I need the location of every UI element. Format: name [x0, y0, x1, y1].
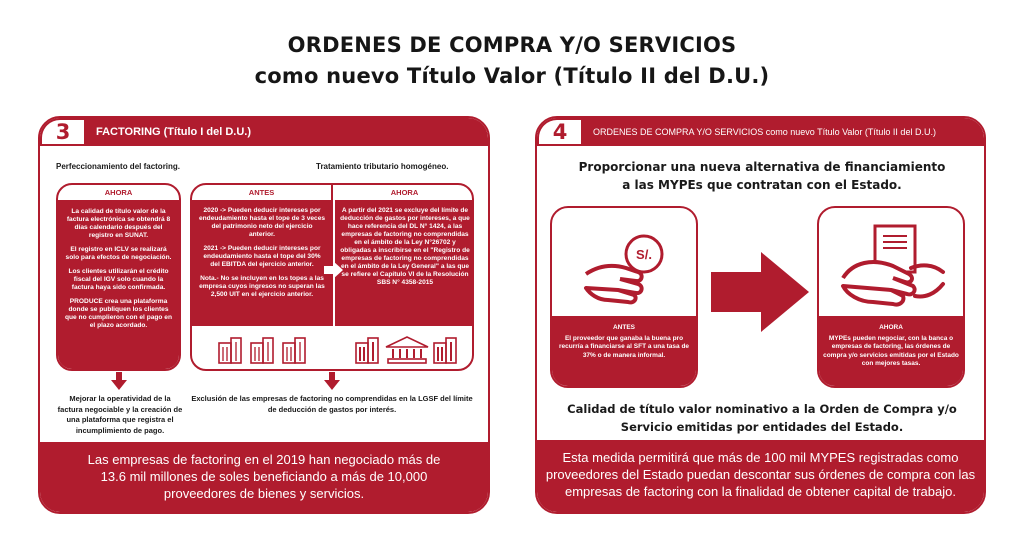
ordenes-bottom-banner: Esta medida permitirá que más de 100 mil MYPES registradas como proveedores del Estado puedan descontar sus órdenes de compra con las empresas de factoring con la finalidad de obtener capital de trabajo. — [537, 440, 984, 512]
ahora-2-label: AHORA — [390, 188, 419, 197]
ahora-hand-body — [819, 316, 963, 386]
tax-card — [190, 183, 474, 371]
subtitle-perfeccionamiento: Perfeccionamiento del factoring. — [56, 162, 181, 171]
factoring-bottom-banner: Las empresas de factoring en el 2019 han negociado más de 13.6 mil millones de soles beneficiando a más de 10,000 proveedores de bienes y servicios. — [40, 442, 488, 512]
subtitle-tratamiento: Tratamiento tributario homogéneo. — [316, 162, 449, 171]
ordenes-panel-header — [537, 118, 984, 146]
antes-text — [198, 207, 326, 299]
ahora-paragraph: El registro en ICLV se realizará solo para efectos de negociación. — [65, 246, 172, 261]
ahora-hand-card — [817, 206, 965, 388]
arrow-right-icon — [324, 260, 344, 280]
section-number: 3 — [40, 118, 86, 146]
antes-hand-label: ANTES — [612, 324, 636, 331]
factoring-panel-header — [40, 118, 488, 146]
ahora-paragraph: PRODUCE crea una plataforma donde se publiquen los clientes que no cumplieron con el pago en el plazo acordado. — [65, 298, 172, 329]
page-title — [0, 30, 1024, 92]
antes-hand-body — [552, 316, 696, 386]
antes-label: ANTES — [192, 185, 333, 200]
ordenes-panel-title: ORDENES DE COMPRA Y/O SERVICIOS como nuevo Título Valor (Título II del D.U.) — [593, 127, 936, 137]
ahora-paragraph: Los clientes utilizarán el crédito fiscal del IGV solo cuando la factura haya sido confirmada. — [68, 268, 169, 291]
antes-paragraph: 2021 -> Pueden deducir intereses por endeudamiento hasta el tope del 30% del EBITDA del ejercicio anterior. — [203, 245, 321, 268]
factoring-panel-title: FACTORING (Título I del D.U.) — [96, 126, 252, 138]
arrow-down-icon — [324, 380, 340, 390]
title-line-2: como nuevo Título Valor (Título II del D.U.) — [254, 64, 770, 88]
arrow-down-icon — [111, 380, 127, 390]
ahora-card — [56, 183, 181, 371]
ahora-hand-text: MYPEs pueden negociar, con la banca o empresas de factoring, las órdenes de compra y/o servicios emitidas por el Estado con mejores tasas. — [823, 334, 959, 367]
ordenes-panel — [535, 116, 986, 514]
buildings-icon — [217, 335, 309, 365]
alternativa-text: Proporcionar una nueva alternativa de financiamiento a las MYPEs que contratan con el Estado. — [578, 160, 946, 192]
section-number: 4 — [537, 118, 583, 146]
antes-hand-text: El proveedor que ganaba la buena pro recurría a financiarse al SFT a una tasa de 37% o de manera informal. — [558, 334, 690, 359]
result-right-text: Exclusión de las empresas de factoring no comprendidas en la LGSF del límite de deducción de gastos por interés. — [191, 394, 473, 414]
ahora-card-body — [58, 200, 179, 369]
ahora-hand-label: AHORA — [879, 324, 903, 331]
antes-paragraph: Nota.- No se incluyen en los topes a las empresa cuyos ingresos no superan las 2,500 UIT en el ejercicio anterior. — [199, 275, 325, 298]
bank-buildings-icon — [354, 335, 460, 365]
factoring-panel — [38, 116, 490, 514]
ahora-label: AHORA — [104, 188, 133, 197]
handshake-document-icon — [837, 222, 949, 314]
calidad-text: Calidad de título valor nominativo a la Orden de Compra y/o Servicio emitidas por entidades del Estado. — [567, 402, 957, 434]
antes-hand-card — [550, 206, 698, 388]
ahora-paragraph: La calidad de título valor de la factura electrónica se obtendrá 8 días calendario después del registro en SUNAT. — [66, 208, 171, 239]
big-arrow-right-icon — [709, 248, 811, 336]
hand-coin-icon — [578, 228, 674, 310]
ahora-2-text: A partir del 2021 se excluye del límite de deducción de gastos por intereses, a que hace referencia del DL N° 1424, a las empresas de factoring no comprendidas en el ámbito de la Ley N°26702 y obligadas a inscribirse en el "Registro de empresas de factoring no comprendidas en el ámbito de la Ley General" a las que se refiere el Capítulo VI de la Resolución SBS N° 4358-2015 — [340, 207, 470, 286]
antes-paragraph: 2020 -> Pueden deducir intereses por endeudamiento hasta el tope de 3 veces del patrimonio neto del ejercicio anterior. — [198, 207, 326, 238]
result-left-text: Mejorar la operatividad de la factura negociable y la creación de una plataforma que registra el incumplimiento de pago. — [57, 394, 183, 435]
title-line-1: ORDENES DE COMPRA Y/O SERVICIOS — [287, 33, 737, 57]
coin-label: S/. — [636, 247, 652, 262]
